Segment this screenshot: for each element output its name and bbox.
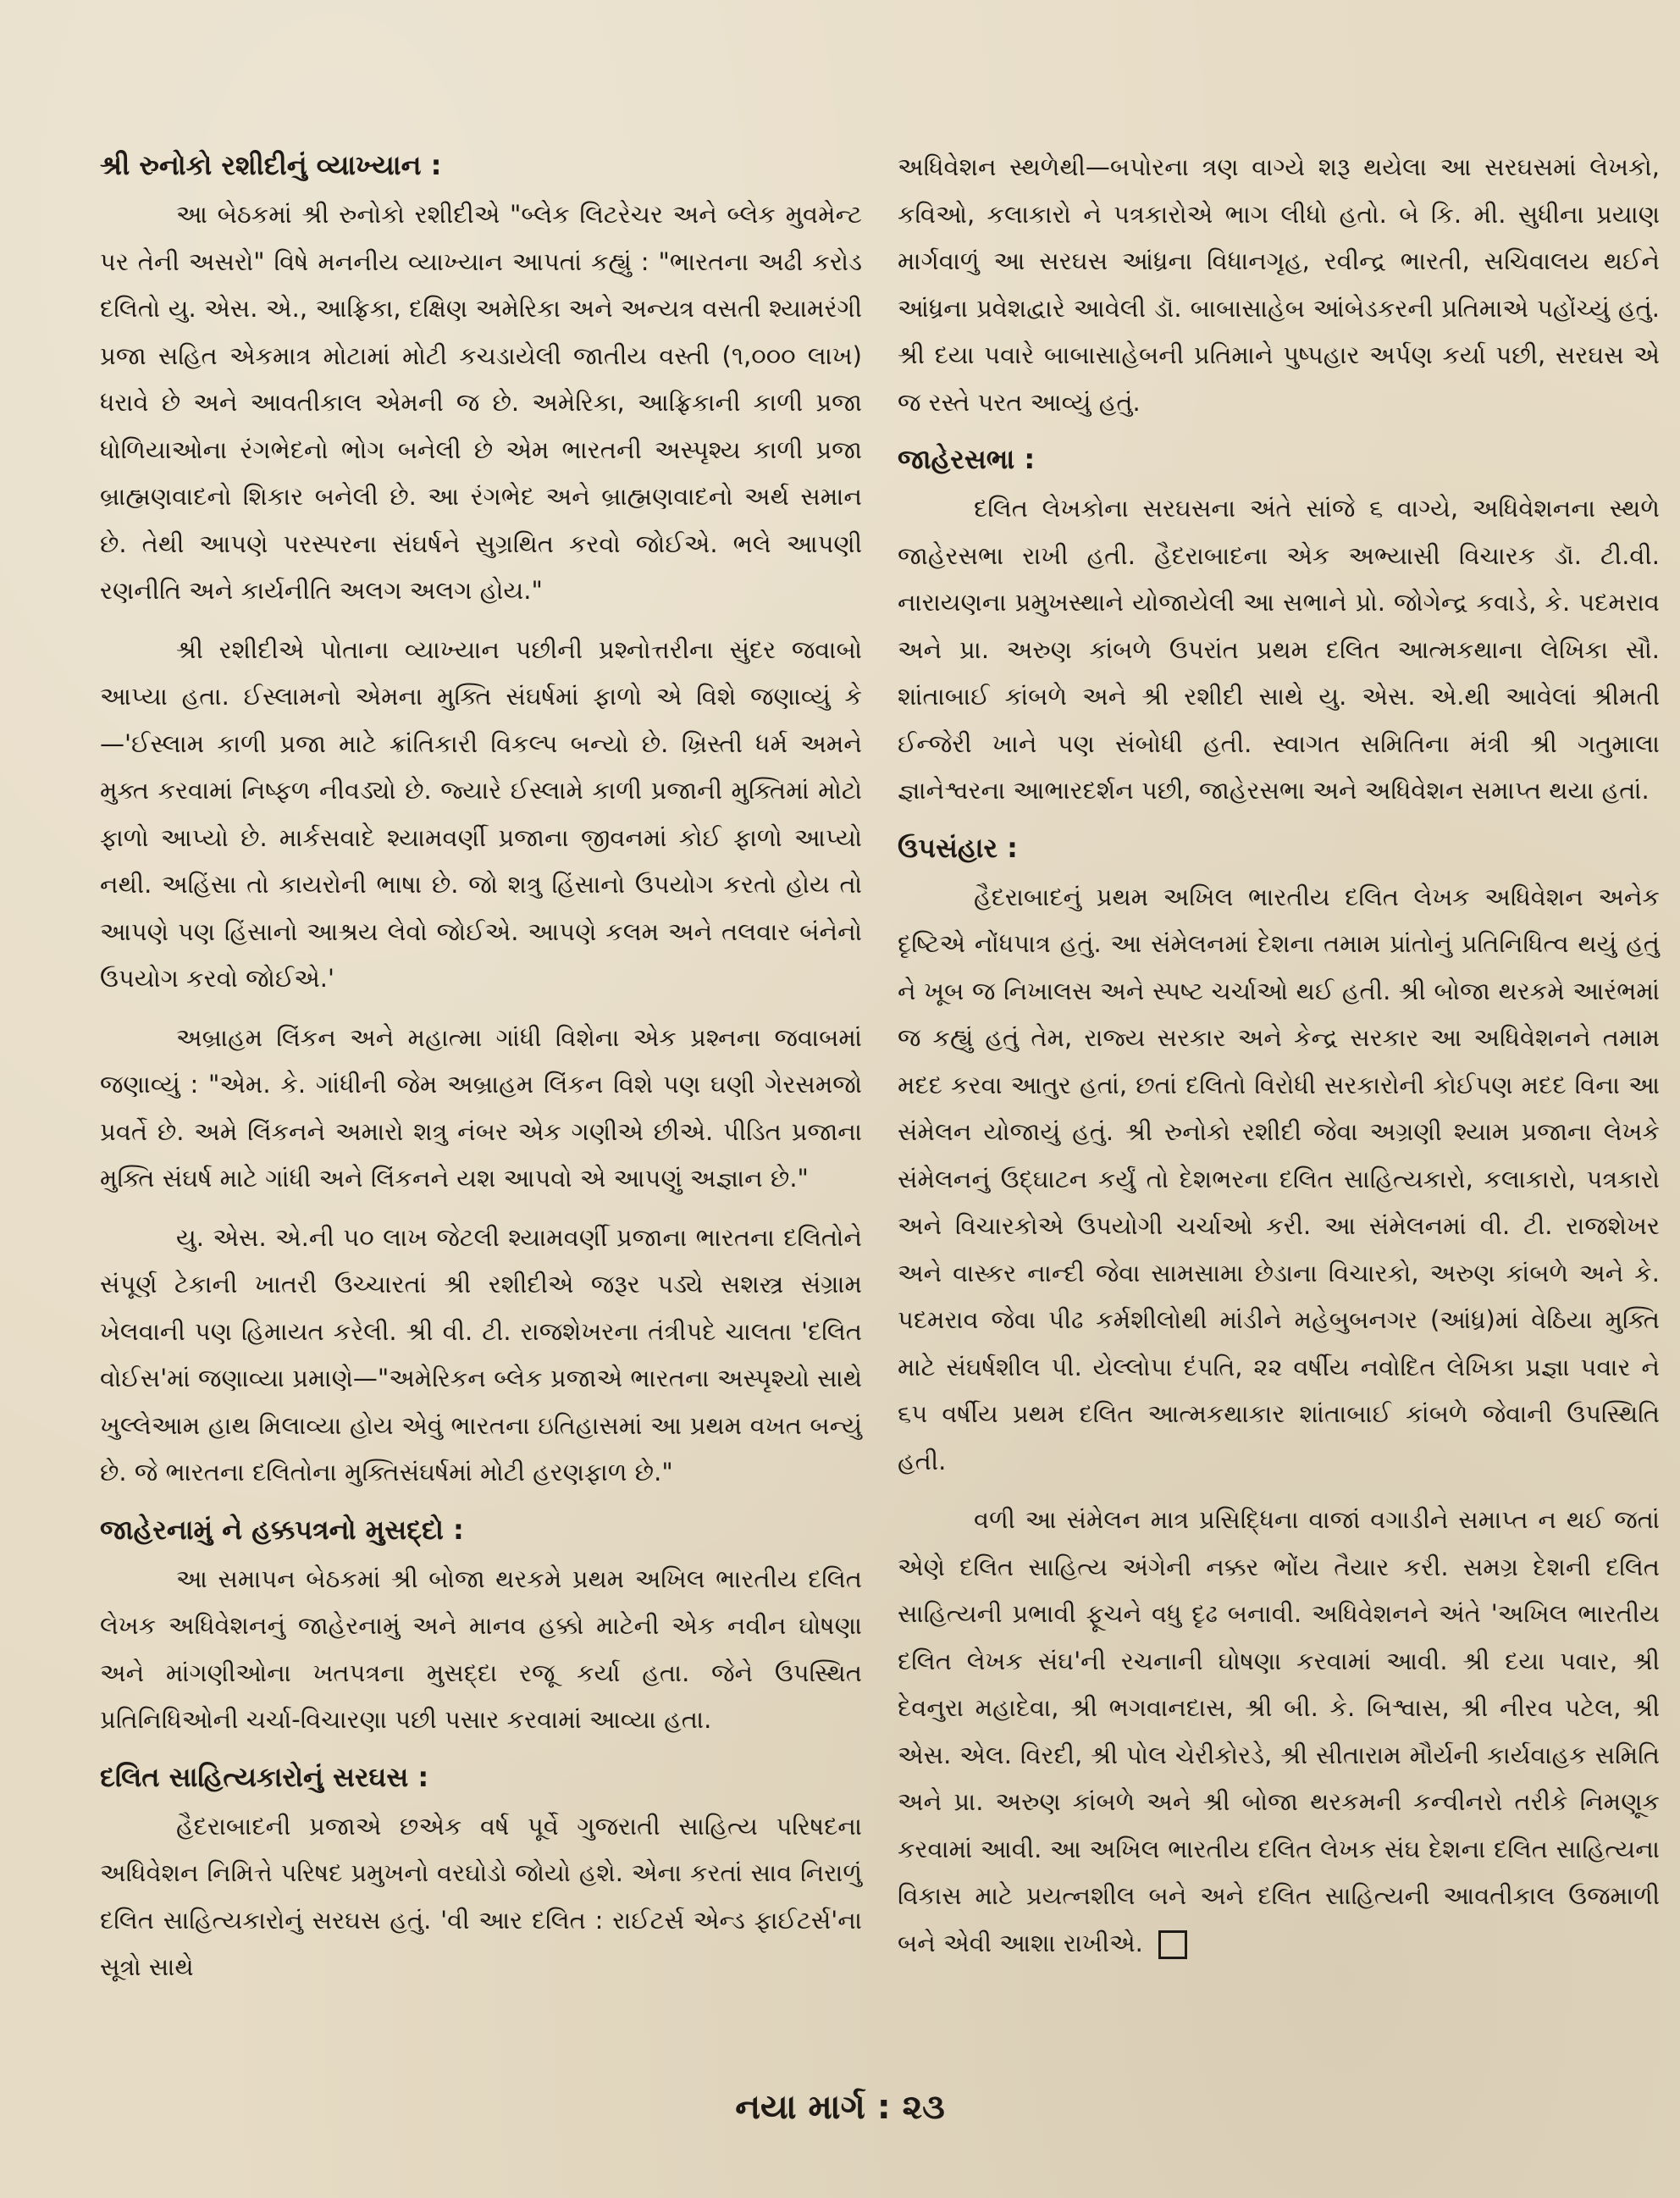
section-public-meeting	[898, 438, 1660, 815]
paragraph: આ સમાપન બેઠકમાં શ્રી બોજા થરકમે પ્રથમ અખિલ ભારતીય દલિત લેખક અધિવેશનનું જાહેરનામું અને માનવ હક્કો માટેની એક નવીન ઘોષણા અને માંગણીઓના ખતપત્રના મુસદ્દા રજૂ કર્યા હતા. જેને ઉપસ્થિત પ્રતિનિધિઓની ચર્ચા-વિચારણા પછી પસાર કરવામાં આવ્યા હતા.	[100, 1564, 862, 1734]
paragraph: અધિવેશન સ્થળેથી—બપોરના ત્રણ વાગ્યે શરૂ થયેલા આ સરઘસમાં લેખકો, કવિઓ, કલાકારો ને પત્રકારોએ ભાગ લીધો હતો. બે કિ. મી. સુધીના પ્રયાણ માર્ગવાળું આ સરઘસ આંધ્રના વિધાનગૃહ, રવીન્દ્ર ભારતી, સચિવાલય થઈને આંધ્રના પ્રવેશદ્વારે આવેલી ડૉ. બાબાસાહેબ આંબેડકરની પ્રતિમાએ પહોંચ્યું હતું. શ્રી દયા પવારે બાબાસાહેબની પ્રતિમાને પુષ્પહાર અર્પણ કર્યા પછી, સરઘસ એ જ રસ્તે પરત આવ્યું હતું.	[898, 152, 1660, 417]
section-declaration	[100, 1509, 862, 1744]
paragraph: યુ. એસ. એ.ની ૫૦ લાખ જેટલી શ્યામવર્ણી પ્રજાના ભારતના દલિતોને સંપૂર્ણ ટેકાની ખાતરી ઉચ્ચારતાં શ્રી રશીદીએ જરૂર પડ્યે સશસ્ત્ર સંગ્રામ ખેલવાની પણ હિમાયત કરેલી. શ્રી વી. ટી. રાજશેખરના તંત્રીપદે ચાલતા 'દલિત વોઈસ'માં જણાવ્યા પ્રમાણે—"અમેરિકન બ્લેક પ્રજાએ ભારતના અસ્પૃશ્યો સાથે ખુલ્લેઆમ હાથ મિલાવ્યા હોય એવું ભારતના ઇતિહાસમાં આ પ્રથમ વખત બન્યું છે. જે ભારતના દલિતોના મુક્તિસંઘર્ષમાં મોટી હરણફાળ છે."	[100, 1222, 862, 1487]
page-footer: નયા માર્ગ : ૨૩	[735, 2088, 945, 2127]
paragraph: શ્રી રશીદીએ પોતાના વ્યાખ્યાન પછીની પ્રશ્નોત્તરીના સુંદર જવાબો આપ્યા હતા. ઈસ્લામનો એમના મુક્તિ સંઘર્ષમાં ફાળો એ વિશે જણાવ્યું કે—'ઈસ્લામ કાળી પ્રજા માટે ક્રાંતિકારી વિકલ્પ બન્યો છે. ખ્રિસ્તી ધર્મ અમને મુક્ત કરવામાં નિષ્ફળ નીવડ્યો છે. જ્યારે ઈસ્લામે કાળી પ્રજાની મુક્તિમાં મોટો ફાળો આપ્યો છે. માર્કસવાદે શ્યામવર્ણી પ્રજાના જીવનમાં કોઈ ફાળો આપ્યો નથી. અહિંસા તો કાયરોની ભાષા છે. જો શત્રુ હિંસાનો ઉપયોગ કરતો હોય તો આપણે પણ હિંસાનો આશ્રય લેવો જોઈએ. આપણે કલમ અને તલવાર બંનેનો ઉપયોગ કરવો જોઈએ.'	[100, 634, 862, 993]
section-procession-continued	[898, 144, 1660, 426]
paragraph: આ બેઠકમાં શ્રી રુનોકો રશીદીએ "બ્લેક લિટરેચર અને બ્લેક મુવમેન્ટ પર તેની અસરો" વિષે મનનીય વ્યાખ્યાન આપતાં કહ્યું : "ભારતના અઢી કરોડ દલિતો યુ. એસ. એ., આફ્રિકા, દક્ષિણ અમેરિકા અને અન્યત્ર વસતી શ્યામરંગી પ્રજા સહિત એકમાત્ર મોટામાં મોટી કચડાયેલી જાતીય વસ્તી (૧,૦૦૦ લાખ) ધરાવે છે અને આવતીકાલ એમની જ છે. અમેરિકા, આફ્રિકાની કાળી પ્રજા ધોળિયાઓના રંગભેદનો ભોગ બનેલી છે એમ ભારતની અસ્પૃશ્ય કાળી પ્રજા બ્રાહ્મણવાદનો શિકાર બનેલી છે. આ રંગભેદ અને બ્રાહ્મણવાદનો અર્થ સમાન છે. તેથી આપણે પરસ્પરના સંઘર્ષને સુગ્રથિત કરવો જોઈએ. ભલે આપણી રણનીતિ અને કાર્યનીતિ અલગ અલગ હોય."	[100, 200, 862, 605]
paragraph: અબ્રાહમ લિંકન અને મહાત્મા ગાંધી વિશેના એક પ્રશ્નના જવાબમાં જણાવ્યું : "એમ. કે. ગાંધીની જેમ અબ્રાહમ લિંકન વિશે પણ ઘણી ગેરસમજો પ્રવર્તે છે. અમે લિંકનને અમારો શત્રુ નંબર એક ગણીએ છીએ. પીડિત પ્રજાના મુક્તિ સંઘર્ષ માટે ગાંધી અને લિંકનને યશ આપવો એ આપણું અજ્ઞાન છે."	[100, 1022, 862, 1193]
paragraph: હૈદરાબાદની પ્રજાએ છએક વર્ષ પૂર્વે ગુજરાતી સાહિત્ય પરિષદના અધિવેશન નિમિત્તે પરિષદ પ્રમુખનો વરઘોડો જોયો હશે. એના કરતાં સાવ નિરાળું દલિત સાહિત્યકારોનું સરઘસ હતું. 'વી આર દલિત : રાઈટર્સ એન્ડ ફાઈટર્સ'ના સૂત્રો સાથે	[100, 1811, 862, 1981]
section-heading: દલિત સાહિત્યકારોનું સરઘસ :	[100, 1760, 429, 1793]
paragraph: દલિત લેખકોના સરઘસના અંતે સાંજે ૬ વાગ્યે, અધિવેશનના સ્થળે જાહેરસભા રાખી હતી. હૈદરાબાદના એક અભ્યાસી વિચારક ડૉ. ટી.વી. નારાયણના પ્રમુખસ્થાને યોજાયેલી આ સભાને પ્રો. જોગેન્દ્ર કવાડે, કે. પદમરાવ અને પ્રા. અરુણ કાંબળે ઉપરાંત પ્રથમ દલિત આત્મકથાના લેખિકા સૌ. શાંતાબાઈ કાંબળે અને શ્રી રશીદી સાથે યુ. એસ. એ.થી આવેલાં શ્રીમતી ઈન્જેરી ખાને પણ સંબોધી હતી. સ્વાગત સમિતિના મંત્રી શ્રી ગતુમાલા જ્ઞાનેશ્વરના આભારદર્શન પછી, જાહેરસભા અને અધિવેશન સમાપ્ત થયા હતાં.	[898, 494, 1660, 805]
section-rashidi-speech	[100, 144, 862, 1497]
section-heading: જાહેરનામું ને હક્કપત્રનો મુસદ્દો :	[100, 1513, 464, 1546]
end-of-article-box-icon	[1158, 1930, 1187, 1959]
section-heading: જાહેરસભા :	[898, 443, 1036, 475]
paragraph-final	[898, 1497, 1660, 1967]
left-column	[100, 144, 862, 2003]
section-conclusion	[898, 827, 1660, 1968]
section-procession	[100, 1756, 862, 1991]
paragraph: હૈદરાબાદનું પ્રથમ અખિલ ભારતીય દલિત લેખક અધિવેશન અનેક દૃષ્ટિએ નોંધપાત્ર હતું. આ સંમેલનમાં દેશના તમામ પ્રાંતોનું પ્રતિનિધિત્વ થયું હતું ને ખૂબ જ નિખાલસ અને સ્પષ્ટ ચર્ચાઓ થઈ હતી. શ્રી બોજા થરકમે આરંભમાં જ કહ્યું હતું તેમ, રાજ્ય સરકાર અને કેન્દ્ર સરકાર આ અધિવેશનને તમામ મદદ કરવા આતુર હતાં, છતાં દલિતો વિરોધી સરકારોની કોઈપણ મદદ વિના આ સંમેલન યોજાયું હતું. શ્રી રુનોકો રશીદી જેવા અગ્રણી શ્યામ પ્રજાના લેખકે સંમેલનનું ઉદ્‌ઘાટન કર્યું તો દેશભરના દલિત સાહિત્યકારો, કલાકારો, પત્રકારો અને વિચારકોએ ઉપયોગી ચર્ચાઓ કરી. આ સંમેલનમાં વી. ટી. રાજશેખર અને વાસ્કર નાન્દી જેવા સામસામા છેડાના વિચારકો, અરુણ કાંબળે અને કે. પદમરાવ જેવા પીઢ કર્મશીલોથી માંડીને મહેબુબનગર (આંધ્ર)માં વેઠિયા મુક્તિ માટે સંઘર્ષશીલ પી. યેલ્લોપા દંપતિ, ૨૨ વર્ષીય નવોદિત લેખિકા પ્રજ્ઞા પવાર ને ૬૫ વર્ષીય પ્રથમ દલિત આત્મકથાકાર શાંતાબાઈ કાંબળે જેવાની ઉપસ્થિતિ હતી.	[898, 882, 1660, 1475]
section-heading: ઉપસંહાર :	[898, 831, 1018, 864]
section-heading: શ્રી રુનોકો રશીદીનું વ્યાખ્યાન :	[100, 149, 442, 181]
right-column	[898, 144, 1660, 1979]
paragraph-text: વળી આ સંમેલન માત્ર પ્રસિદ્ધિના વાજાં વગાડીને સમાપ્ત ન થઈ જતાં એણે દલિત સાહિત્ય અંગેની નક્કર ભોંય તૈયાર કરી. સમગ્ર દેશની દલિત સાહિત્યની પ્રભાવી ફૂચને વધુ દૃઢ બનાવી. અધિવેશનને અંતે 'અખિલ ભારતીય દલિત લેખક સંઘ'ની રચનાની ઘોષણા કરવામાં આવી. શ્રી દયા પવાર, શ્રી દેવનુરા મહાદેવા, શ્રી ભગવાનદાસ, શ્રી બી. કે. બિશ્વાસ, શ્રી નીરવ પટેલ, શ્રી એસ. એલ. વિરદી, શ્રી પોલ ચેરીકોરડે, શ્રી સીતારામ મૌર્યની કાર્યવાહક સમિતિ અને પ્રા. અરુણ કાંબળે અને શ્રી બોજા થરકમની કન્વીનરો તરીકે નિમણૂક કરવામાં આવી. આ અખિલ ભારતીય દલિત લેખક સંઘ દેશના દલિત સાહિત્યના વિકાસ માટે પ્રયત્નશીલ બને અને દલિત સાહિત્યની આવતીકાલ ઉજમાળી બને એવી આશા રાખીએ.	[898, 1505, 1660, 1957]
